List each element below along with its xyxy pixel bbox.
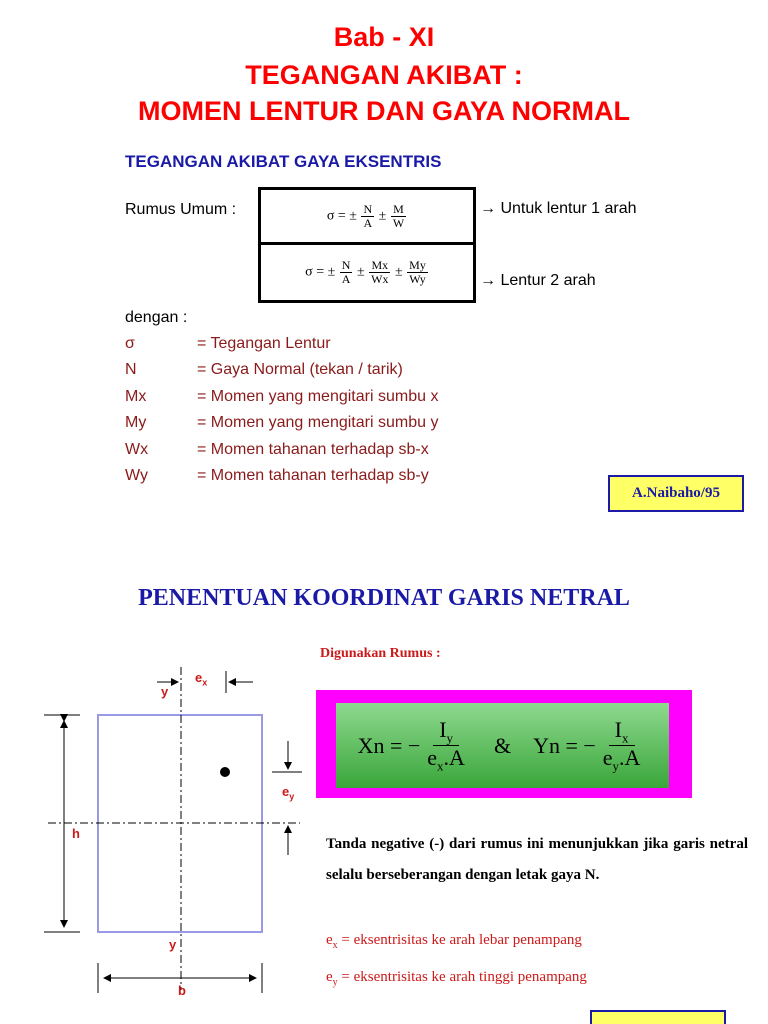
fraction-ix-over-eyA — [597, 718, 647, 773]
explanation-paragraph — [326, 829, 748, 891]
frac-den: Wy — [409, 272, 426, 286]
chapter-title: Bab - XI — [333, 22, 435, 52]
def-symbol: My — [125, 414, 147, 431]
yn-lhs: Yn = − — [533, 732, 596, 758]
formula-2-lhs: σ = ± — [305, 264, 336, 280]
ex-sub: x — [332, 940, 338, 951]
frac-den: A — [363, 215, 373, 230]
title-line-3: MOMEN LENTUR DAN GAYA NORMAL — [137, 96, 630, 126]
fraction-mx-over-wx — [369, 259, 390, 285]
ey-sub: y — [332, 977, 338, 988]
ix-sub: x — [622, 730, 629, 746]
ex-label-sub: x — [202, 677, 208, 688]
section-2-heading: PENENTUAN KOORDINAT GARIS NETRAL — [138, 585, 630, 611]
digunakan-rumus-label: Digunakan Rumus : — [320, 646, 441, 661]
ex-definition — [326, 932, 582, 951]
ex-base: e — [326, 932, 333, 948]
formula-box-1 — [258, 187, 476, 245]
ampersand: & — [493, 732, 512, 758]
formula-2 — [305, 259, 429, 285]
ey-base: e — [326, 969, 333, 985]
ey-label-sub: y — [289, 791, 295, 802]
plus-minus: ± — [378, 208, 387, 224]
def-symbol: σ — [125, 335, 135, 352]
y-label-top: y — [161, 684, 169, 699]
formula-1-lhs: σ = ± — [326, 208, 357, 224]
cross-section-diagram — [0, 655, 310, 1000]
frac-num: M — [393, 201, 404, 216]
def-text: = Tegangan Lentur — [197, 335, 331, 352]
def-text: = Momen tahanan terhadap sb-x — [197, 441, 429, 458]
ey-definition — [326, 969, 587, 988]
title-line-2: TEGANGAN AKIBAT : — [245, 60, 523, 90]
fraction-iy-over-exA — [421, 718, 471, 773]
formula-1 — [327, 203, 407, 229]
frac-num: N — [363, 201, 373, 216]
iy-base: I — [439, 716, 447, 742]
note-lentur-2-arah: → Lentur 2 arah — [480, 272, 596, 289]
ey-sub: y — [612, 758, 620, 774]
author-badge-partial — [590, 1010, 726, 1024]
ex-sub: x — [437, 758, 444, 774]
def-symbol: Wx — [125, 441, 149, 458]
ix-base: I — [614, 716, 622, 742]
frac-num: My — [409, 258, 426, 273]
h-label: h — [72, 826, 80, 841]
def-text: = Gaya Normal (tekan / tarik) — [197, 361, 403, 378]
frac-den: W — [392, 215, 405, 230]
formula-xn-yn — [358, 718, 648, 773]
y-label-bottom: y — [169, 937, 177, 952]
ey-label — [282, 784, 294, 802]
ex-base: e — [427, 745, 438, 770]
frac-den — [597, 746, 647, 773]
fraction-n-over-a — [361, 203, 374, 229]
def-symbol: Wy — [125, 467, 148, 484]
frac-den: A — [341, 272, 351, 286]
ey-text: = eksentrisitas ke arah tinggi penampang — [337, 969, 587, 985]
ey-label-base: e — [282, 784, 290, 799]
section-subtitle: TEGANGAN AKIBAT GAYA EKSENTRIS — [125, 152, 442, 171]
ex-label-base: e — [195, 670, 203, 685]
frac-den — [421, 746, 471, 773]
plus-minus: ± — [394, 264, 403, 280]
def-text: = Momen tahanan terhadap sb-y — [197, 467, 429, 484]
def-symbol: Mx — [125, 388, 147, 405]
rumus-label: Rumus Umum : — [125, 201, 237, 218]
ey-tail: .A — [619, 745, 641, 770]
xn-lhs: Xn = − — [357, 732, 421, 758]
iy-sub: y — [446, 730, 454, 746]
fraction-n-over-a — [340, 259, 353, 285]
paragraph-text: Tanda negative (-) dari rumus ini menunjukkan jika garis netral selalu berseberangan dengan letak gaya N. — [326, 836, 748, 883]
load-point — [220, 767, 230, 777]
frac-num: N — [341, 258, 351, 273]
ex-tail: .A — [443, 745, 465, 770]
b-label: b — [178, 983, 186, 998]
def-symbol: N — [125, 361, 137, 378]
frac-num — [433, 718, 459, 746]
author-badge: A.Naibaho/95 — [608, 475, 744, 512]
note-lentur-1-arah: → Untuk lentur 1 arah — [480, 200, 637, 217]
ex-label — [195, 670, 207, 688]
formula-box-2 — [258, 242, 476, 303]
def-text: = Momen yang mengitari sumbu y — [197, 414, 439, 431]
frac-num: Mx — [371, 258, 389, 273]
frac-den: Wx — [371, 272, 389, 286]
def-text: = Momen yang mengitari sumbu x — [197, 388, 439, 405]
ey-base: e — [602, 745, 613, 770]
frac-num — [609, 718, 635, 746]
fraction-my-over-wy — [407, 259, 428, 285]
plus-minus: ± — [356, 264, 365, 280]
neutral-axis-formula — [336, 703, 669, 788]
ex-text: = eksentrisitas ke arah lebar penampang — [337, 932, 582, 948]
dengan-label: dengan : — [125, 309, 188, 326]
fraction-m-over-w — [391, 203, 406, 229]
